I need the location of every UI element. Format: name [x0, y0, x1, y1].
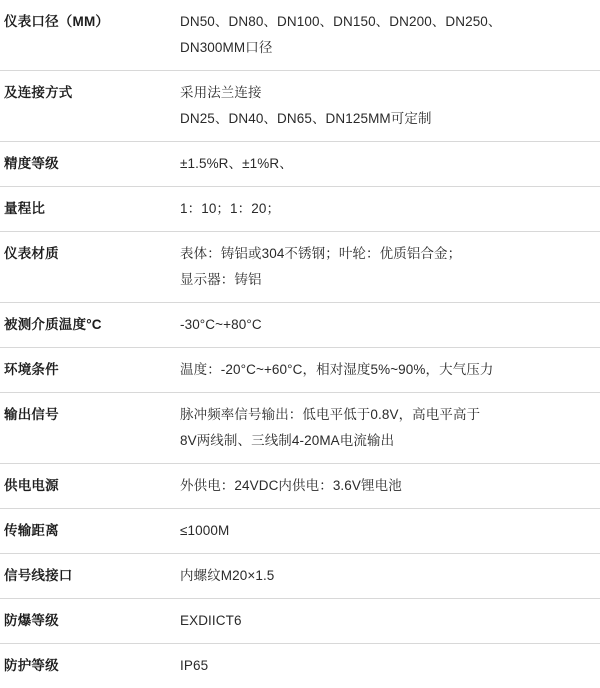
table-row: [0, 142, 600, 187]
row-value: [172, 232, 600, 303]
row-label: 输出信号: [0, 393, 172, 464]
row-value-line: DN300MM口径: [180, 35, 594, 61]
row-value-line: 外供电：24VDC内供电：3.6V锂电池: [180, 473, 594, 499]
row-value-line: 温度：-20°C~+60°C，相对湿度5%~90%，大气压力: [180, 357, 594, 383]
row-value-line: ≤1000M: [180, 518, 594, 544]
row-value: [172, 348, 600, 393]
row-value: [172, 509, 600, 554]
row-label: 信号线接口: [0, 554, 172, 599]
row-value-line: EXDIICT6: [180, 608, 594, 634]
row-value: [172, 464, 600, 509]
row-value-line: 显示器：铸铝: [180, 267, 594, 293]
table-row: [0, 393, 600, 464]
row-label: 被测介质温度°C: [0, 303, 172, 348]
row-label: 防护等级: [0, 644, 172, 688]
row-value: [172, 393, 600, 464]
table-row: [0, 599, 600, 644]
table-row: [0, 644, 600, 688]
row-value-line: 8V两线制、三线制4-20MA电流输出: [180, 428, 594, 454]
row-value: [172, 187, 600, 232]
row-label: 供电电源: [0, 464, 172, 509]
row-value-line: 1：10；1：20；: [180, 196, 594, 222]
row-value-line: ±1.5%R、±1%R、: [180, 151, 594, 177]
row-value: [172, 303, 600, 348]
row-label: 环境条件: [0, 348, 172, 393]
row-label: 防爆等级: [0, 599, 172, 644]
row-value: [172, 142, 600, 187]
table-row: [0, 303, 600, 348]
row-label: 传输距离: [0, 509, 172, 554]
row-label: 精度等级: [0, 142, 172, 187]
table-row: [0, 348, 600, 393]
row-value-line: 表体：铸铝或304不锈钢；叶轮：优质铝合金；: [180, 241, 594, 267]
row-label: 量程比: [0, 187, 172, 232]
table-row: [0, 554, 600, 599]
row-label: 仪表口径（MM）: [0, 0, 172, 71]
row-value-line: IP65: [180, 653, 594, 679]
row-value: [172, 0, 600, 71]
table-row: [0, 509, 600, 554]
row-value: [172, 71, 600, 142]
table-row: [0, 187, 600, 232]
row-value-line: DN50、DN80、DN100、DN150、DN200、DN250、: [180, 9, 594, 35]
row-value-line: DN25、DN40、DN65、DN125MM可定制: [180, 106, 594, 132]
row-value: [172, 554, 600, 599]
table-row: [0, 0, 600, 71]
row-value-line: 内螺纹M20×1.5: [180, 563, 594, 589]
row-value: [172, 599, 600, 644]
row-label: 及连接方式: [0, 71, 172, 142]
table-row: [0, 232, 600, 303]
table-row: [0, 464, 600, 509]
row-value: [172, 644, 600, 688]
row-label: 仪表材质: [0, 232, 172, 303]
row-value-line: 采用法兰连接: [180, 80, 594, 106]
row-value-line: -30°C~+80°C: [180, 312, 594, 338]
row-value-line: 脉冲频率信号输出：低电平低于0.8V，高电平高于: [180, 402, 594, 428]
table-row: [0, 71, 600, 142]
